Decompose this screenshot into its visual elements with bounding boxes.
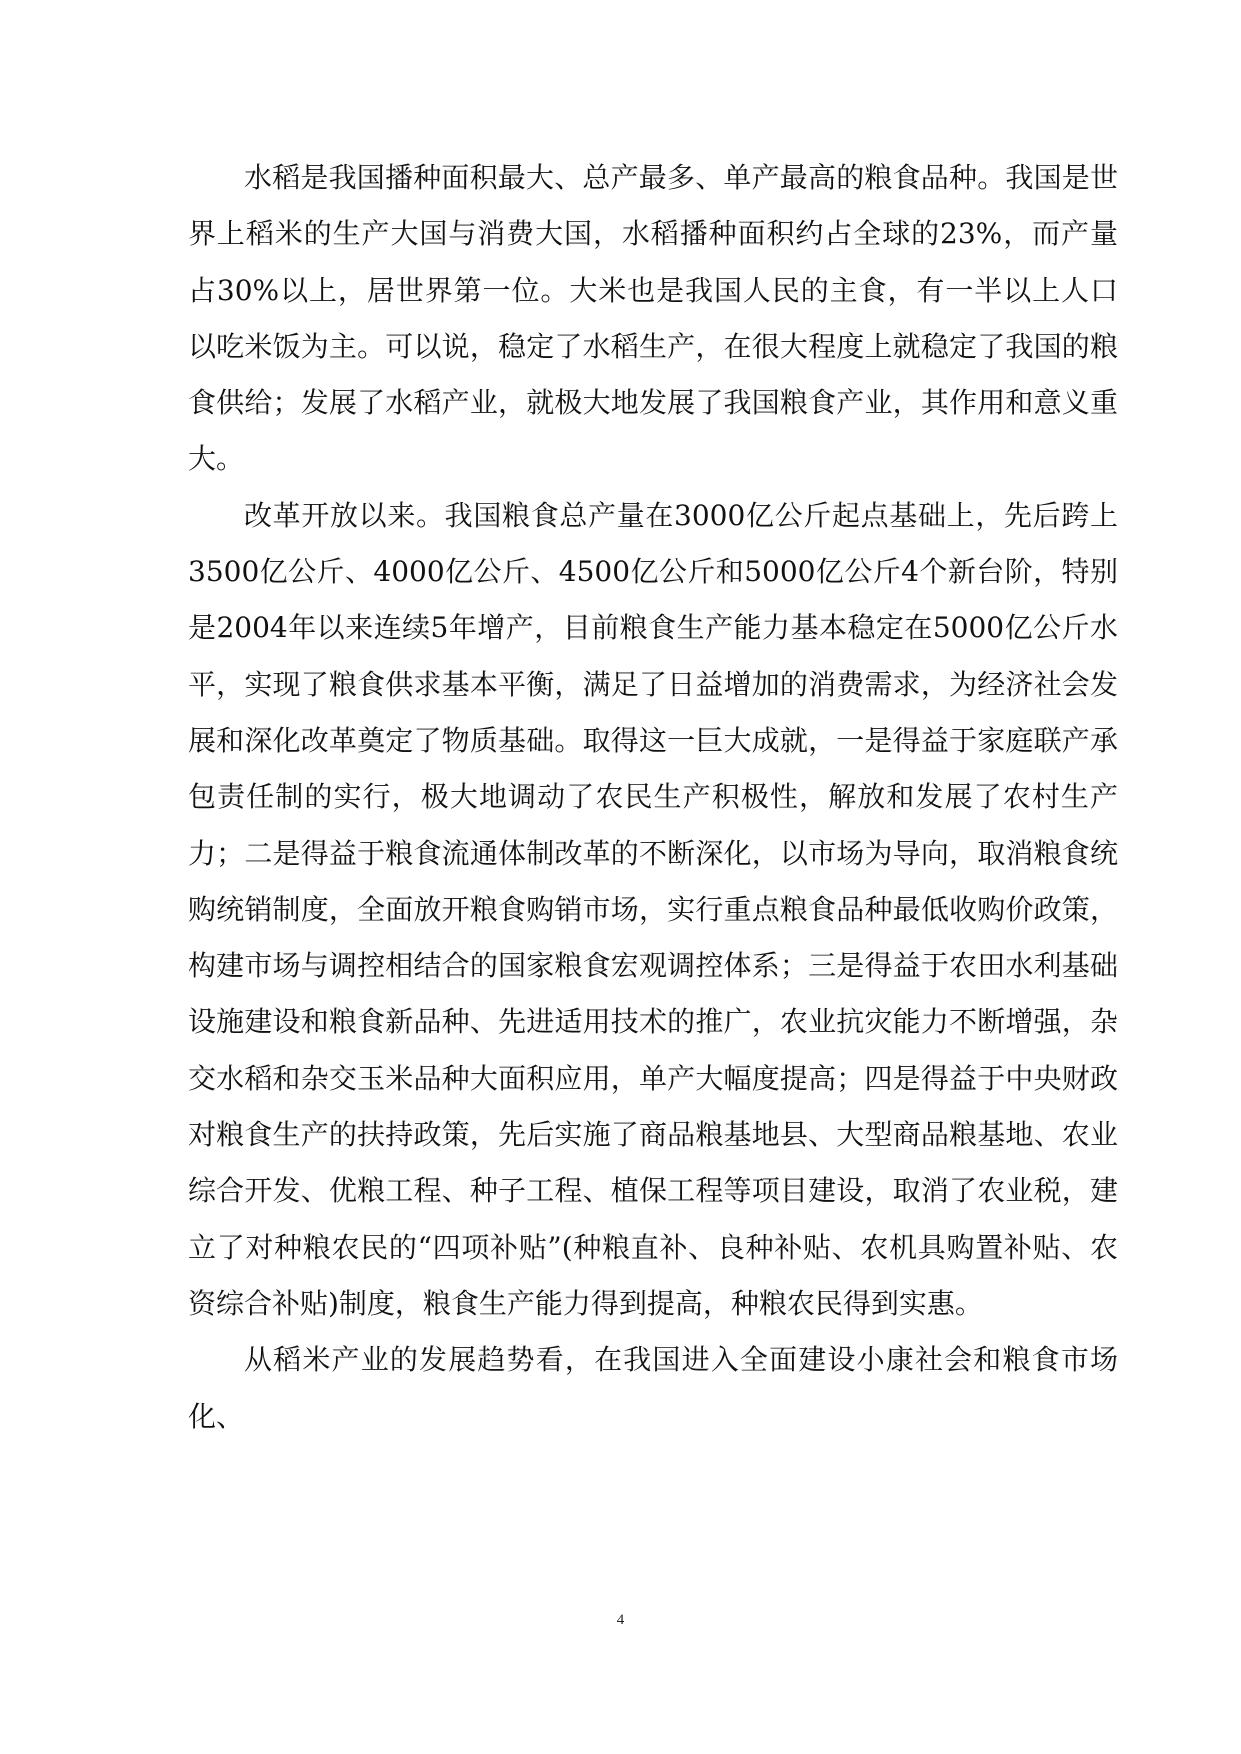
body-text (188, 150, 1118, 1445)
paragraph-industry-trend: 从稻米产业的发展趋势看，在我国进入全面建设小康社会和粮食市场化、 (188, 1343, 1118, 1433)
paragraph-reform-achievements: 改革开放以来。我国粮食总产量在3000亿公斤起点基础上，先后跨上3500亿公斤、4000亿公斤、4500亿公斤和5000亿公斤4个新台阶，特别是2004年以来连续5年增产，目前粮食生产能力基本稳定在5000亿公斤水平，实现了粮食供求基本平衡，满足了日益增加的消费需求，为经济社会发展和深化改革奠定了物质基础。取得这一巨大成就，一是得益于家庭联产承包责任制的实行，极大地调动了农民生产积极性，解放和发展了农村生产力；二是得益于粮食流通体制改革的不断深化，以市场为导向，取消粮食统购统销制度，全面放开粮食购销市场，实行重点粮食品种最低收购价政策，构建市场与调控相结合的国家粮食宏观调控体系；三是得益于农田水利基础设施建设和粮食新品种、先进适用技术的推广，农业抗灾能力不断增强，杂交水稻和杂交玉米品种大面积应用，单产大幅度提高；四是得益于中央财政对粮食生产的扶持政策，先后实施了商品粮基地县、大型商品粮基地、农业综合开发、优粮工程、种子工程、植保工程等项目建设，取消了农业税，建立了对种粮农民的“四项补贴”(种粮直补、良种补贴、农机具购置补贴、农资综合补贴)制度，粮食生产能力得到提高，种粮农民得到实惠。 (188, 498, 1118, 1320)
page-number: 4 (616, 1612, 625, 1628)
paragraph-rice-importance: 水稻是我国播种面积最大、总产最多、单产最高的粮食品种。我国是世界上稻米的生产大国与消费大国，水稻播种面积约占全球的23%，而产量占30%以上，居世界第一位。大米也是我国人民的主食，有一半以上人口以吃米饭为主。可以说，稳定了水稻生产，在很大程度上就稳定了我国的粮食供给；发展了水稻产业，就极大地发展了我国粮食产业，其作用和意义重大。 (188, 161, 1118, 476)
